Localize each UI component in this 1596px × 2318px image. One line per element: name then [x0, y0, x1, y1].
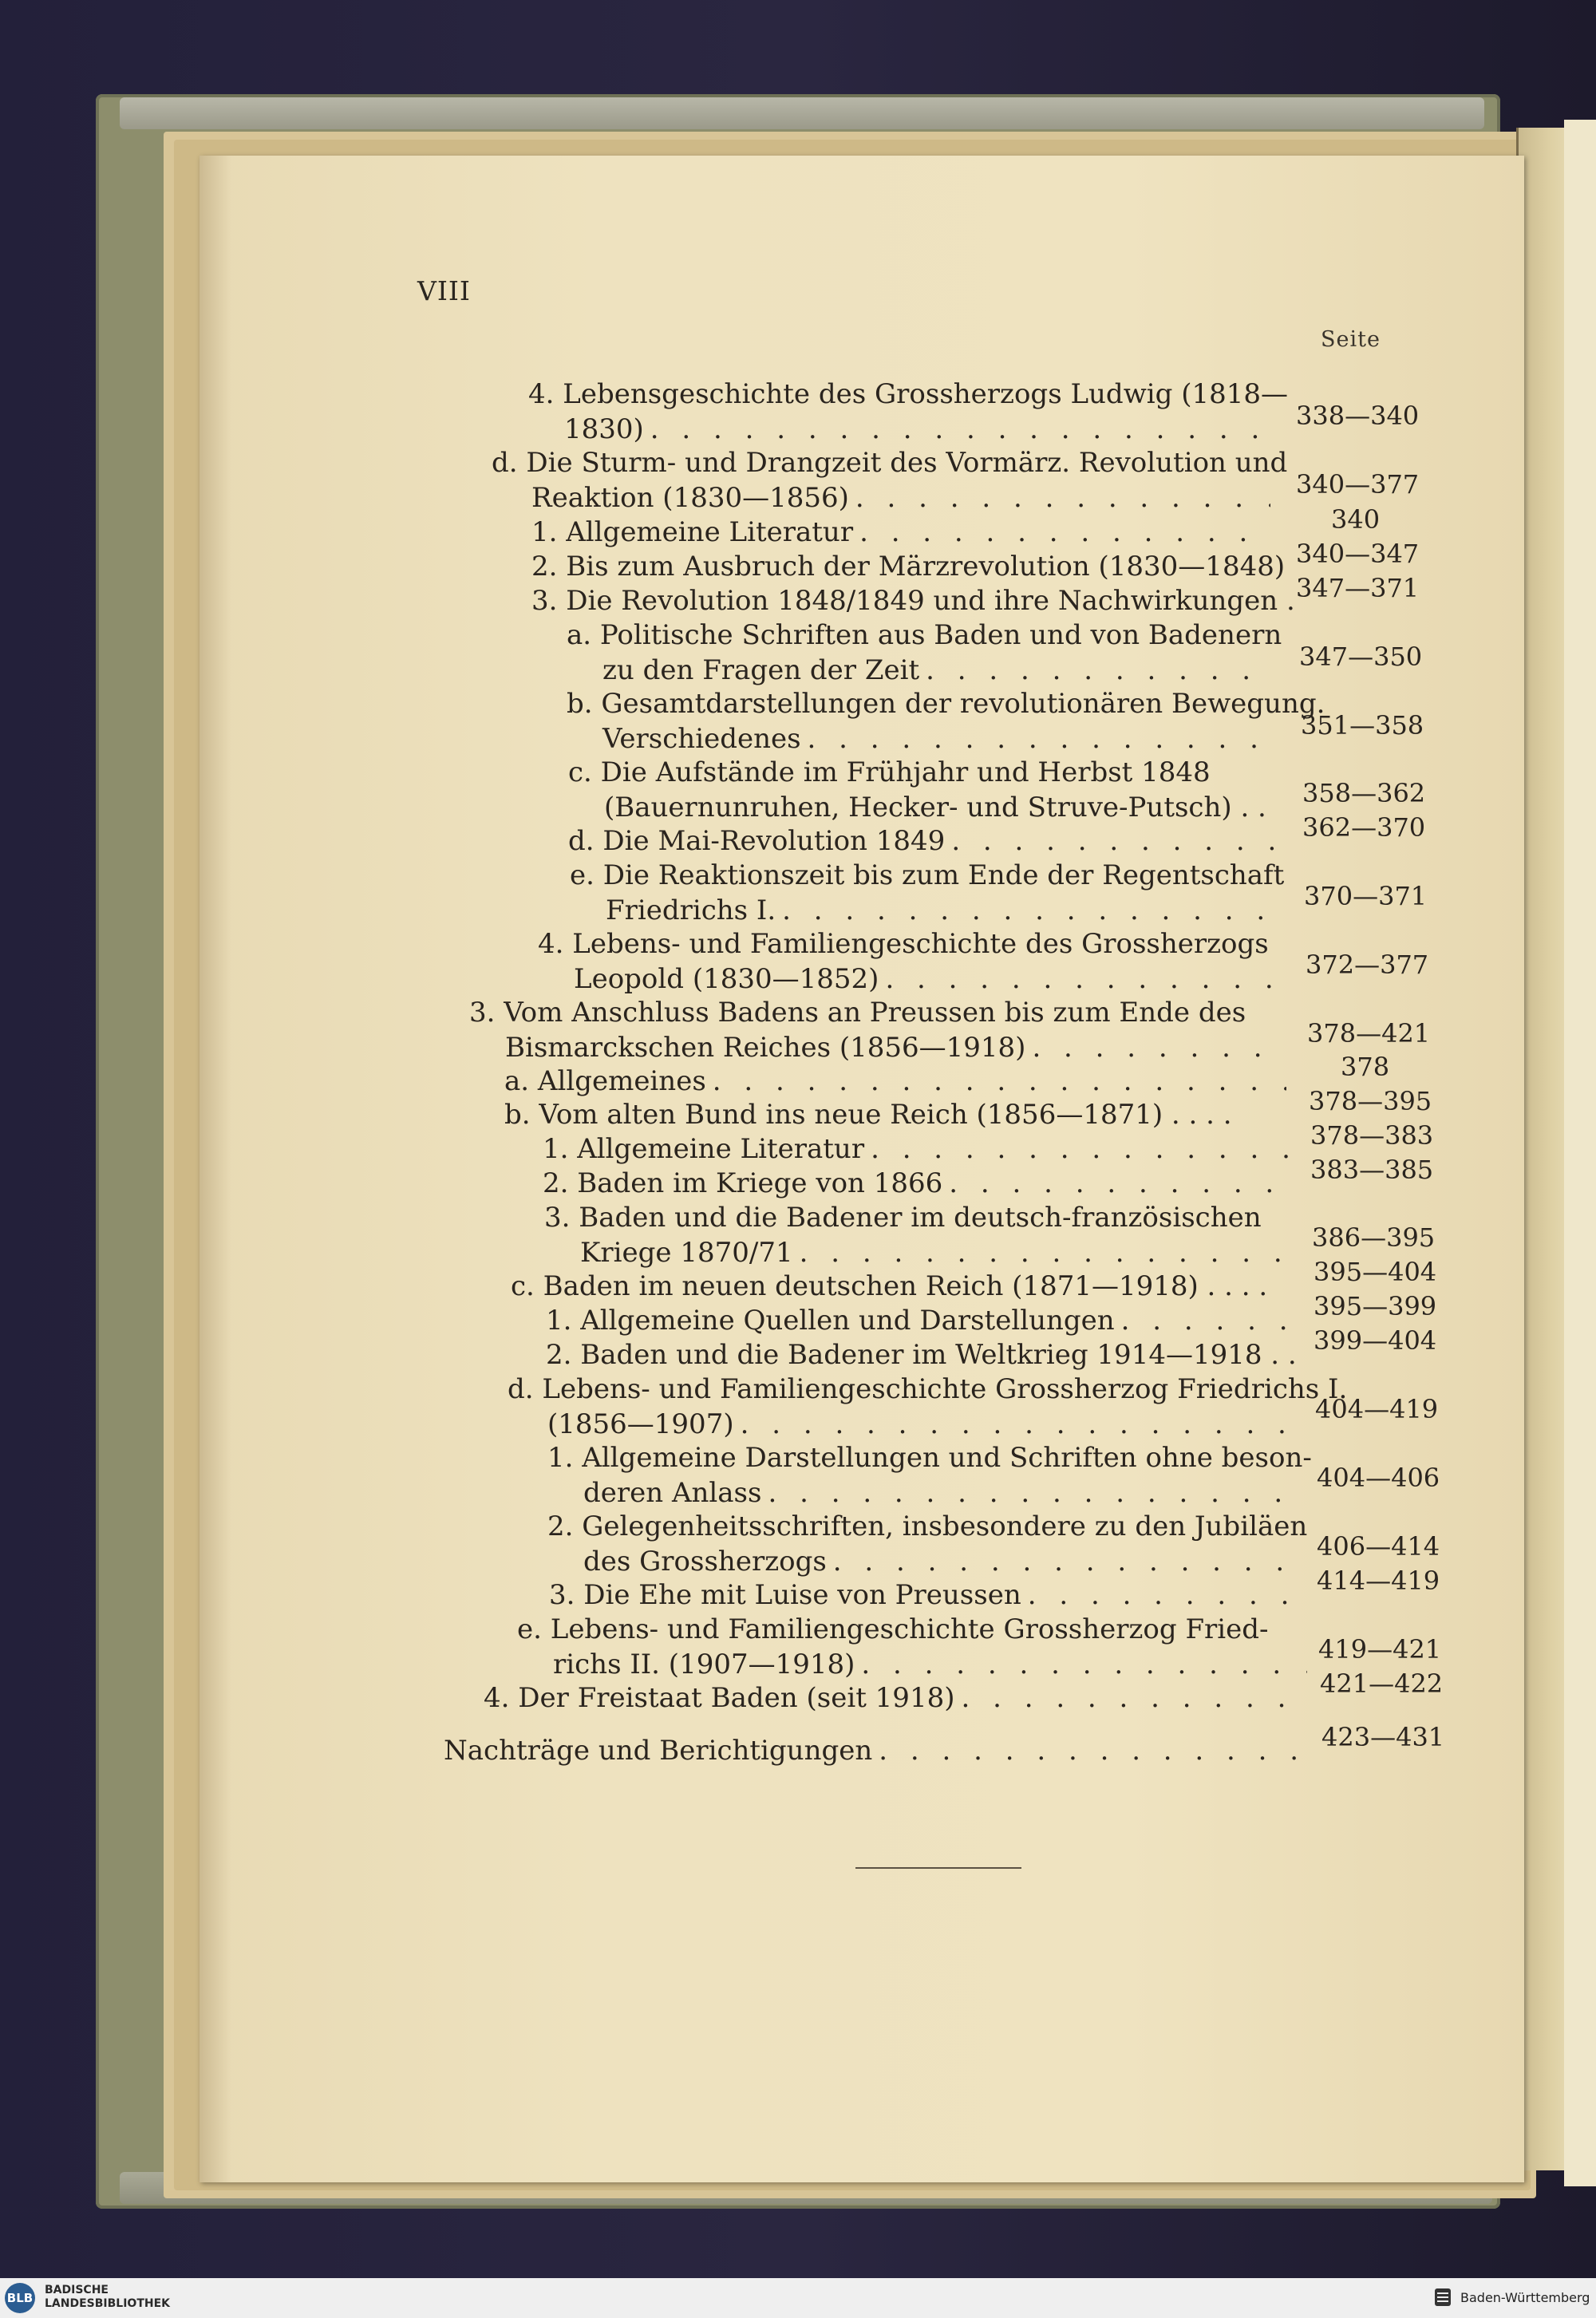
leader-dots [650, 412, 1270, 447]
toc-entry-line: (Bauernunruhen, Hecker- und Struve-Putsch) . . [604, 792, 1266, 823]
leader-dots [885, 962, 1282, 997]
toc-entry-line: b. Vom alten Bund ins neue Reich (1856—1871) . . . . [504, 1099, 1232, 1131]
toc-entry [547, 1509, 1306, 1579]
leader-dots [879, 1733, 1310, 1768]
toc-entry [549, 1578, 1306, 1613]
toc-entry-line: e. Die Reaktionszeit bis zum Ende der Regentschaft [570, 859, 1285, 891]
leader-dots [1028, 1578, 1306, 1613]
toc-page-range: 406—414 [1317, 1531, 1440, 1562]
toc-entry-line: 1. Allgemeine Literatur . . . [543, 1131, 1291, 1167]
toc-page-range: 378—421 [1307, 1018, 1431, 1048]
toc-entry [469, 995, 1285, 1065]
toc-entry-line: 2. Baden und die Badener im Weltkrieg 1914—1918 . . [546, 1339, 1297, 1371]
leader-dots [949, 1166, 1291, 1201]
toc-page-range: 423—431 [1321, 1722, 1445, 1752]
toc-entry-line: 1. Allgemeine Quellen und Darstellungen . . . [546, 1303, 1296, 1338]
toc-entry [504, 1064, 1286, 1099]
toc-entry-line: 4. Lebensgeschichte des Grossherzogs Ludwig (1818— [528, 378, 1289, 410]
toc-page-range: 358—362 [1302, 778, 1426, 808]
toc-entry [568, 755, 1286, 825]
toc-page-range: 340 [1331, 504, 1381, 535]
toc-entry [547, 1440, 1312, 1510]
toc-entry-line: b. Gesamtdarstellungen der revolutionären Bewegung. [567, 688, 1325, 720]
leader-dots [871, 1131, 1291, 1167]
toc-entry [567, 686, 1325, 756]
toc-page-range: 404—419 [1315, 1394, 1439, 1424]
leader-dots [741, 1407, 1306, 1442]
toc-entry-line: richs II. (1907—1918) . . . [517, 1647, 1307, 1682]
toc-entry-line: Kriege 1870/71 . . . [544, 1235, 1293, 1270]
toc-entry [531, 549, 1286, 584]
toc-page-range: 378—395 [1309, 1086, 1432, 1116]
page-number: VIII [417, 275, 471, 306]
toc-page-range: 338—340 [1296, 401, 1420, 431]
toc-entry [567, 618, 1282, 688]
footer-bar [0, 2278, 1596, 2318]
facing-page-edge [1564, 120, 1596, 2186]
toc-entry-line: a. Allgemeines . . . [504, 1064, 1286, 1099]
cover-top-edge [120, 97, 1484, 129]
closing-rule [855, 1867, 1021, 1869]
toc-page-range: 347—350 [1299, 642, 1423, 672]
toc-page-range: 351—358 [1301, 710, 1424, 740]
toc-entry-line: (1856—1907) . . . [508, 1407, 1306, 1442]
toc-page-range: 404—406 [1317, 1463, 1440, 1493]
toc-page-range: 383—385 [1310, 1155, 1434, 1185]
toc-entry [508, 1372, 1348, 1442]
toc-page-range: 421—422 [1320, 1668, 1444, 1699]
toc-entry-line: deren Anlass . . . [547, 1475, 1306, 1510]
toc-entry-line: Bismarckschen Reiches (1856—1918) . . . [469, 1030, 1285, 1065]
leader-dots [833, 1544, 1306, 1579]
toc-entry-line: 1830) . . . [528, 412, 1270, 447]
toc-entry [517, 1612, 1307, 1682]
toc-page-range: 340—347 [1296, 539, 1420, 569]
leader-dots [961, 1680, 1309, 1716]
leader-dots [782, 893, 1280, 928]
toc-entry-line: Verschiedenes . . . [567, 721, 1277, 756]
toc-entry-line: 3. Baden und die Badener im deutsch-französischen [544, 1202, 1262, 1234]
toc-entry [528, 377, 1289, 447]
toc-entry-line: 2. Gelegenheitsschriften, insbesondere zu den Jubiläen [547, 1510, 1308, 1542]
leader-dots [800, 1235, 1293, 1270]
leader-dots [768, 1475, 1306, 1510]
toc-page-range: 370—371 [1304, 881, 1428, 911]
toc-entry-line: 4. Der Freistaat Baden (seit 1918) . . . [484, 1680, 1309, 1716]
toc-entry [544, 1200, 1293, 1270]
toc-page-range: 340—377 [1296, 469, 1420, 500]
toc-entry-line: 3. Vom Anschluss Badens an Preussen bis zum Ende des [469, 997, 1246, 1029]
state-coat-of-arms-icon [1432, 2285, 1453, 2309]
leader-dots [951, 823, 1278, 859]
toc-page-range: 347—371 [1296, 573, 1420, 603]
toc-entry-line: Friedrichs I. . . . [570, 893, 1280, 928]
leader-dots [855, 480, 1270, 515]
toc-page-range: 419—421 [1318, 1634, 1442, 1664]
toc-entry [538, 926, 1282, 997]
leader-dots [1121, 1303, 1296, 1338]
toc-entry-line: d. Lebens- und Familiengeschichte Grossherzog Friedrichs I. [508, 1373, 1348, 1405]
library-name-line: LANDESBIBLIOTHEK [45, 2297, 171, 2310]
toc-entry [444, 1733, 1310, 1768]
toc-entry [543, 1131, 1291, 1167]
toc-entry [568, 823, 1278, 859]
toc-entry-line: 2. Bis zum Ausbruch der Märzrevolution (1830—1848) [531, 551, 1286, 582]
toc-page-range: 399—404 [1314, 1325, 1437, 1356]
column-header-seite: Seite [1321, 327, 1381, 352]
leader-dots [808, 721, 1277, 756]
library-name-line: BADISCHE [45, 2284, 109, 2296]
toc-entry-line: 2. Baden im Kriege von 1866 . . . [543, 1166, 1291, 1201]
toc-entry [546, 1303, 1296, 1338]
toc-entry-line: 1. Allgemeine Darstellungen und Schriften ohne beson- [547, 1442, 1312, 1474]
toc-entry [546, 1337, 1304, 1372]
leader-dots [861, 1647, 1307, 1682]
toc-entry [504, 1097, 1294, 1132]
toc-entry [570, 858, 1285, 928]
toc-page-range: 378 [1341, 1052, 1390, 1082]
toc-entry [511, 1269, 1301, 1304]
toc-entry-line: 4. Lebens- und Familiengeschichte des Grossherzogs [538, 928, 1269, 960]
toc-page-range: 362—370 [1302, 812, 1426, 843]
toc-entry [484, 1680, 1309, 1716]
toc-entry-line: Reaktion (1830—1856) . . . [492, 480, 1270, 515]
toc-entry-line: des Grossherzogs . . . [547, 1544, 1306, 1579]
leader-dots [713, 1064, 1286, 1099]
toc-page-range: 414—419 [1317, 1566, 1440, 1596]
toc-entry [531, 583, 1295, 618]
gutter-shadow [200, 156, 231, 2182]
toc-entry-line: zu den Fragen der Zeit . . . [567, 653, 1275, 688]
toc-entry [531, 515, 1270, 550]
library-name [45, 2284, 170, 2311]
toc-page-range: 378—383 [1310, 1120, 1434, 1151]
toc-entry-line: c. Baden im neuen deutschen Reich (1871—1918) . . . . [511, 1270, 1268, 1302]
toc-entry-line: Nachträge und Berichtigungen . . . [444, 1733, 1310, 1768]
toc-page-range: 395—404 [1314, 1257, 1437, 1287]
toc-entry-line: 3. Die Revolution 1848/1849 und ihre Nachwirkungen . [531, 585, 1295, 617]
toc-entry-line: d. Die Sturm- und Drangzeit des Vormärz. Revolution und [492, 447, 1288, 479]
toc-page-range: 372—377 [1306, 950, 1429, 980]
toc-entry-line: c. Die Aufstände im Frühjahr und Herbst 1848 [568, 756, 1211, 788]
toc-entry [543, 1166, 1291, 1201]
toc-page-range: 386—395 [1312, 1222, 1436, 1253]
toc-page-range: 395—399 [1314, 1291, 1437, 1321]
toc-entry-line: e. Lebens- und Familiengeschichte Grossherzog Fried- [517, 1613, 1269, 1645]
toc-entry [492, 445, 1288, 515]
leader-dots [1032, 1030, 1285, 1065]
toc-entry-line: 1. Allgemeine Literatur . . . [531, 515, 1270, 550]
state-label: Baden-Württemberg [1460, 2290, 1590, 2305]
leader-dots [859, 515, 1270, 550]
toc-entry-line: d. Die Mai-Revolution 1849 . . . [568, 823, 1278, 859]
toc-entry-line: a. Politische Schriften aus Baden und von Badenern [567, 619, 1282, 651]
leader-dots [926, 653, 1275, 688]
blb-logo-icon: BLB [5, 2283, 35, 2313]
toc-entry-line: 3. Die Ehe mit Luise von Preussen . . . [549, 1578, 1306, 1613]
toc-entry-line: Leopold (1830—1852) . . . [538, 962, 1282, 997]
